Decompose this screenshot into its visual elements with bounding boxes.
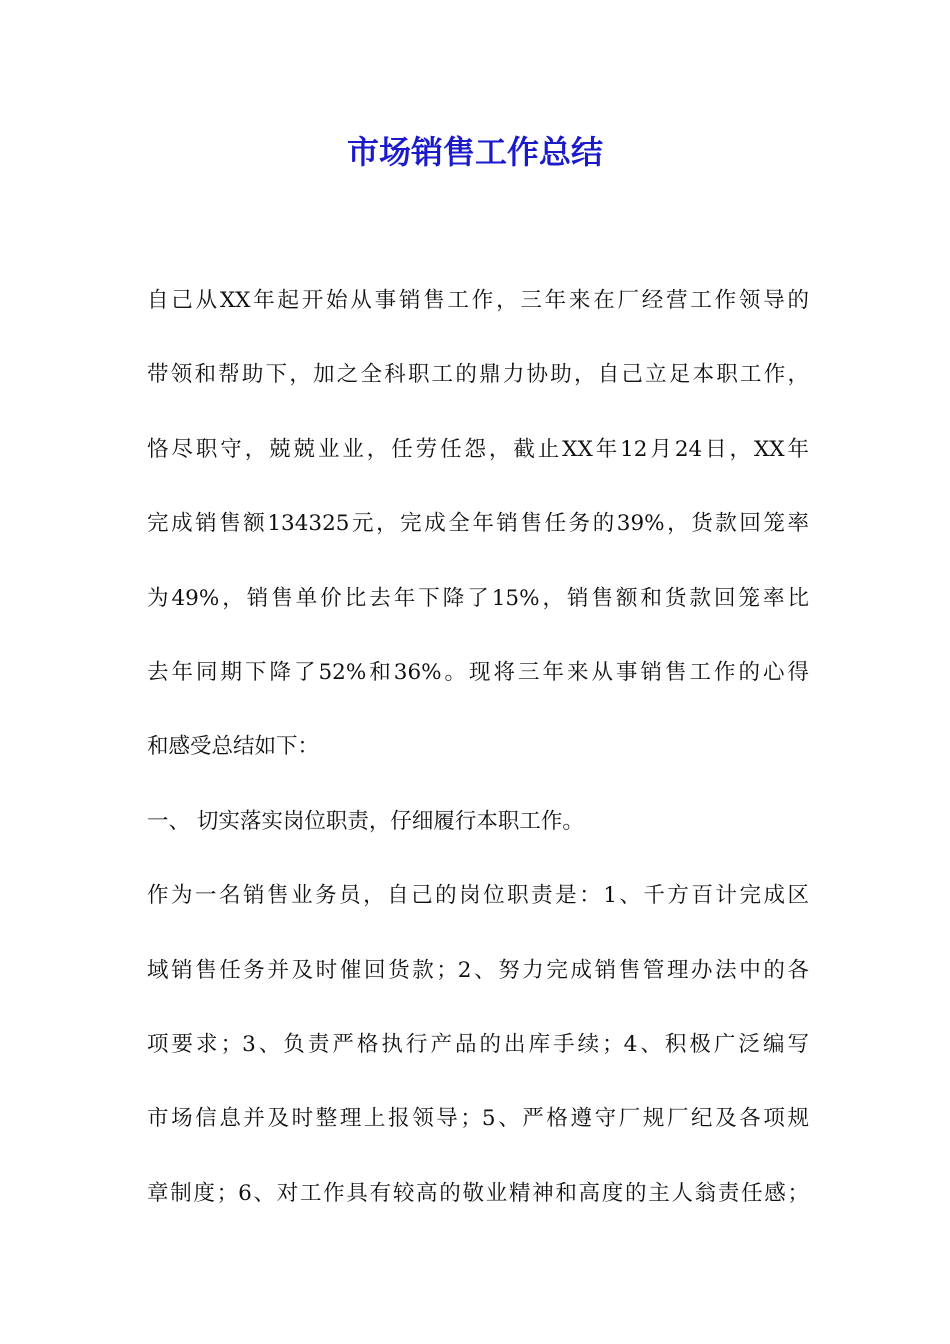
body-line: 章制度；6、对工作具有较高的敬业精神和高度的主人翁责任感；	[147, 1180, 809, 1206]
body-line: 和感受总结如下：	[147, 734, 320, 760]
body-line: 为49%，销售单价比去年下降了15%，销售额和货款回笼率比	[147, 585, 809, 611]
body-line: 作为一名销售业务员，自己的岗位职责是：1、千方百计完成区	[147, 883, 809, 909]
document-body	[147, 264, 809, 1231]
body-line: 域销售任务并及时催回货款；2、努力完成销售管理办法中的各	[147, 957, 809, 983]
document-title: 市场销售工作总结	[346, 133, 603, 171]
body-line: 市场信息并及时整理上报领导；5、严格遵守厂规厂纪及各项规	[147, 1106, 809, 1132]
body-line: 项要求；3、负责严格执行产品的出库手续；4、积极广泛编写	[147, 1031, 809, 1057]
body-line: 完成销售额134325元，完成全年销售任务的39%，货款回笼率	[147, 511, 809, 537]
body-line: 自己从XX年起开始从事销售工作，三年来在厂经营工作领导的	[147, 288, 809, 313]
body-line: 带领和帮助下，加之全科职工的鼎力协助，自己立足本职工作，	[147, 362, 809, 388]
section-heading: 一、 切实落实岗位职责，仔细履行本职工作。	[147, 808, 584, 834]
body-line: 去年同期下降了52%和36%。现将三年来从事销售工作的心得	[147, 659, 809, 685]
body-line: 恪尽职守，兢兢业业，任劳任怨，截止XX年12月24日，XX年	[147, 436, 809, 462]
